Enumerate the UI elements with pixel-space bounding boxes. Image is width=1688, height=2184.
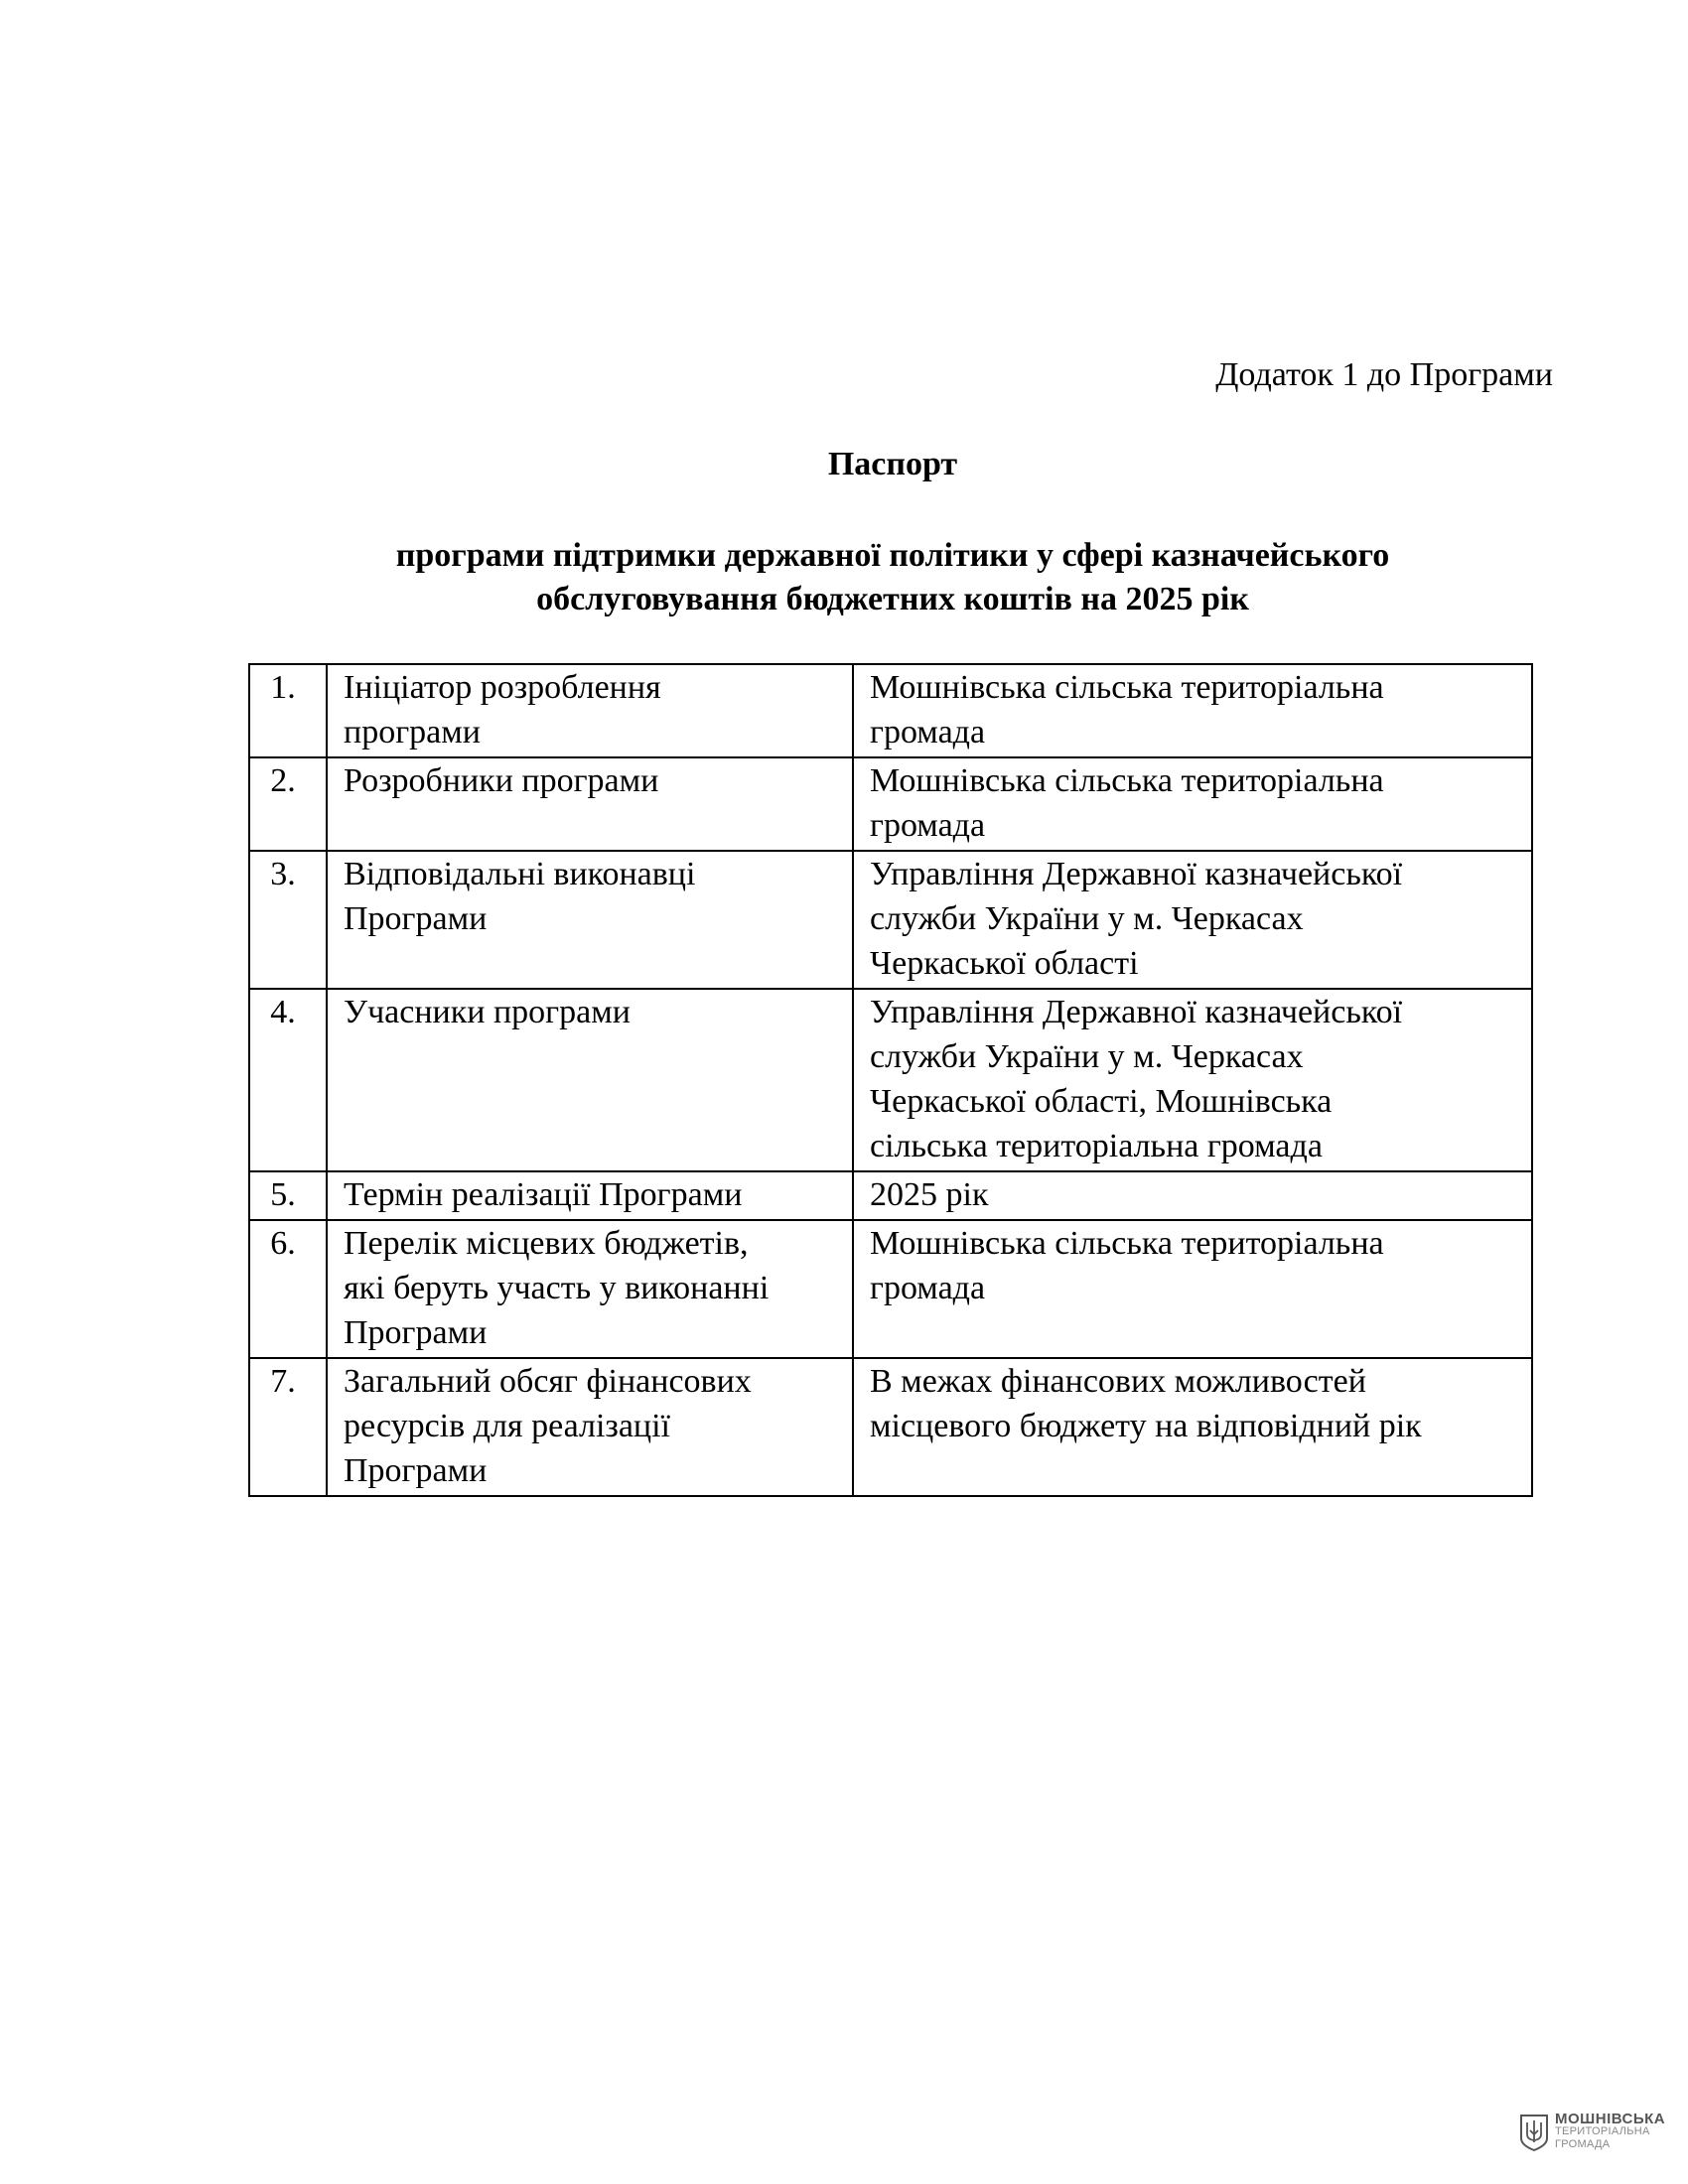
row-value-line: сільська територіальна громада	[870, 1128, 1323, 1164]
table-row	[249, 664, 1532, 757]
row-value-line: Управління Державної казначейської	[870, 856, 1403, 892]
row-value	[853, 1358, 1532, 1496]
row-number: 5.	[249, 1171, 327, 1220]
row-number: 3.	[249, 851, 327, 989]
row-label-line: Ініціатор розроблення	[344, 669, 661, 706]
row-label-line: Відповідальні виконавці	[344, 856, 696, 892]
row-number: 7.	[249, 1358, 327, 1496]
table-row	[249, 1220, 1532, 1358]
row-value	[853, 1220, 1532, 1358]
table-row	[249, 757, 1532, 851]
row-label	[327, 757, 853, 851]
row-value-line: 2025 рік	[870, 1176, 989, 1213]
logo-line-3: ГРОМАДА	[1555, 2138, 1611, 2150]
logo-line-2: ТЕРИТОРІАЛЬНА	[1555, 2125, 1650, 2137]
community-logo	[1519, 2113, 1665, 2152]
document-subtitle	[0, 534, 1688, 621]
row-label	[327, 1171, 853, 1220]
row-value-line: громада	[870, 1270, 986, 1306]
logo-text	[1555, 2113, 1665, 2151]
row-label-line: Програми	[344, 900, 488, 937]
row-label-line: Учасники програми	[344, 994, 631, 1030]
row-value-line: служби України у м. Черкасах	[870, 1038, 1304, 1075]
row-label	[327, 851, 853, 989]
row-value-line: Мошнівська сільська територіальна	[870, 669, 1384, 706]
row-value	[853, 664, 1532, 757]
row-label-line: Термін реалізації Програми	[344, 1176, 743, 1213]
table-row	[249, 989, 1532, 1171]
logo-line-1: МОШНІВСЬКА	[1555, 2111, 1666, 2127]
table-row	[249, 1358, 1532, 1496]
document-title: Паспорт	[827, 446, 958, 482]
row-value	[853, 851, 1532, 989]
row-label-line: які беруть участь у виконанні	[344, 1270, 770, 1306]
row-value-line: громада	[870, 714, 986, 751]
row-label	[327, 664, 853, 757]
row-number: 6.	[249, 1220, 327, 1358]
row-label-line: ресурсів для реалізації	[344, 1408, 670, 1444]
row-label-line: Програми	[344, 1314, 488, 1351]
row-label	[327, 1220, 853, 1358]
row-value	[853, 989, 1532, 1171]
row-value-line: громада	[870, 807, 986, 844]
appendix-label: Додаток 1 до Програми	[1215, 356, 1553, 393]
trident-icon	[1519, 2113, 1549, 2152]
row-value-line: служби України у м. Черкасах	[870, 900, 1304, 937]
row-label-line: Загальний обсяг фінансових	[344, 1363, 752, 1400]
row-value-line: Черкаської області	[870, 945, 1139, 982]
row-value-line: Мошнівська сільська територіальна	[870, 762, 1384, 799]
row-label-line: Розробники програми	[344, 762, 659, 799]
row-label-line: Перелік місцевих бюджетів,	[344, 1225, 749, 1262]
row-value	[853, 1171, 1532, 1220]
row-value-line: Черкаської області, Мошнівська	[870, 1083, 1333, 1120]
row-value-line: Мошнівська сільська територіальна	[870, 1225, 1384, 1262]
row-number: 1.	[249, 664, 327, 757]
row-label-line: програми	[344, 714, 481, 751]
row-label	[327, 989, 853, 1171]
table-row	[249, 851, 1532, 989]
row-value-line: місцевого бюджету на відповідний рік	[870, 1408, 1422, 1444]
passport-table	[248, 663, 1533, 1497]
subtitle-line-2: обслуговування бюджетних коштів на 2025 рік	[536, 581, 1249, 617]
row-label	[327, 1358, 853, 1496]
row-value-line: Управління Державної казначейської	[870, 994, 1403, 1030]
row-value-line: В межах фінансових можливостей	[870, 1363, 1366, 1400]
row-number: 4.	[249, 989, 327, 1171]
table-row	[249, 1171, 1532, 1220]
row-value	[853, 757, 1532, 851]
subtitle-line-1: програми підтримки державної політики у сфері казначейського	[395, 537, 1390, 574]
row-label-line: Програми	[344, 1452, 488, 1489]
row-number: 2.	[249, 757, 327, 851]
